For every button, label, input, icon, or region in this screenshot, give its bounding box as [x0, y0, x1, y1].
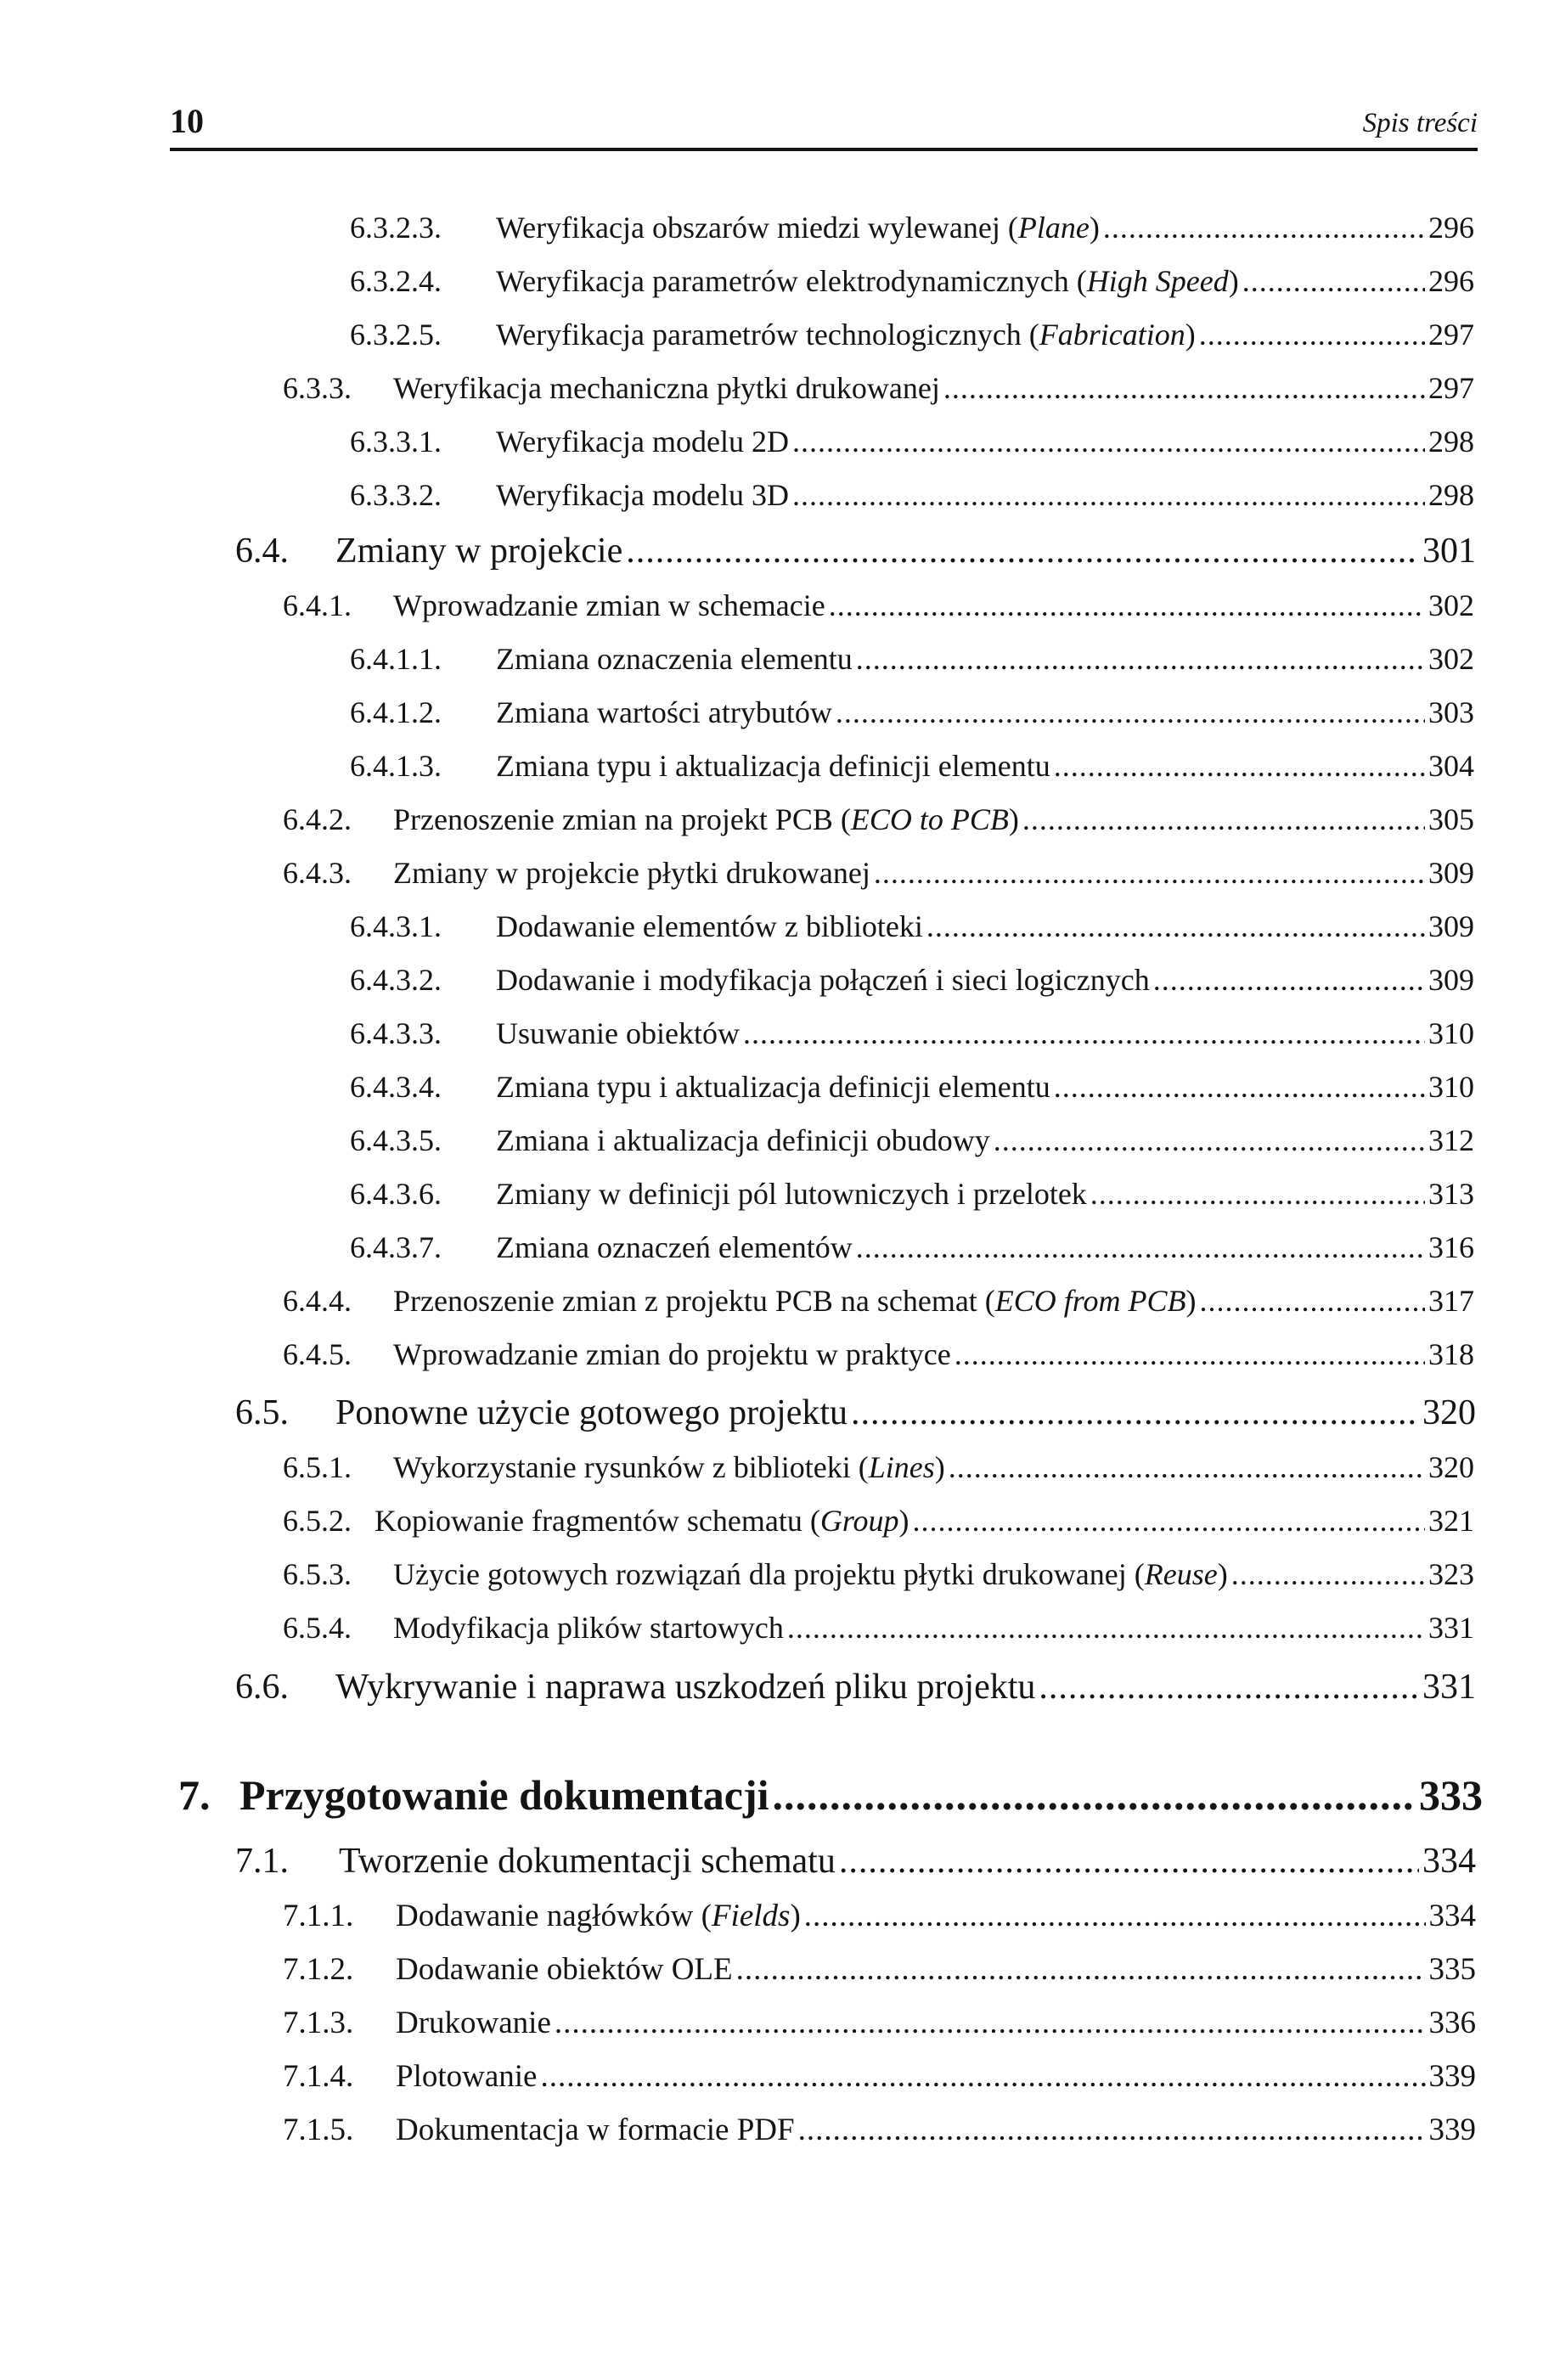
entry-page: 304 — [1428, 749, 1474, 783]
entry-number: 6.5.3. — [283, 1557, 352, 1591]
toc-entry — [283, 370, 1474, 414]
entry-title: Zmiany w projekcie płytki drukowanej — [393, 856, 870, 890]
toc-entry — [283, 2058, 1476, 2102]
entry-number: 6.4.1. — [283, 588, 352, 622]
entry-title: Zmiana i aktualizacja definicji obudowy — [496, 1123, 990, 1157]
toc-entry — [350, 317, 1474, 361]
toc-entry — [350, 1176, 1474, 1220]
entry-page: 301 — [1422, 532, 1476, 571]
toc-entry — [283, 1283, 1474, 1327]
dot-leader — [874, 855, 1425, 891]
dot-leader — [926, 909, 1425, 944]
entry-title: Zmiana wartości atrybutów — [496, 695, 832, 729]
entry-number: 7.1.5. — [283, 2113, 354, 2147]
dot-leader — [736, 1951, 1426, 1988]
toc-entry — [283, 1449, 1474, 1494]
entry-title: Tworzenie dokumentacji schematu — [339, 1842, 836, 1881]
toc-entry-chapter — [178, 1770, 1483, 1825]
dot-leader — [1090, 1176, 1425, 1212]
entry-page: 297 — [1428, 318, 1474, 352]
entry-number: 6.5. — [235, 1393, 289, 1432]
entry-page: 298 — [1428, 425, 1474, 459]
toc-entry — [350, 909, 1474, 953]
entry-number: 6.4.3.1. — [350, 909, 442, 943]
toc-entry — [283, 2112, 1476, 2156]
dot-leader — [994, 1122, 1425, 1158]
entry-title: Usuwanie obiektów — [496, 1016, 740, 1050]
toc-entry — [283, 1951, 1476, 1995]
dot-leader — [1103, 210, 1425, 245]
entry-title: Zmiana oznaczeń elementów — [496, 1230, 853, 1264]
dot-leader — [1199, 1283, 1425, 1319]
entry-page: 320 — [1428, 1450, 1474, 1484]
toc-entry — [350, 1069, 1474, 1113]
dot-leader — [798, 2112, 1426, 2148]
entry-title: Dodawanie nagłówków (Fields) — [396, 1899, 801, 1933]
entry-page: 297 — [1428, 371, 1474, 405]
toc-entry — [235, 531, 1476, 580]
entry-number: 6.4.4. — [283, 1284, 352, 1318]
toc-entry — [235, 1841, 1476, 1890]
entry-page: 334 — [1428, 1899, 1476, 1933]
dot-leader — [856, 1229, 1425, 1265]
entry-number: 7.1.1. — [283, 1899, 354, 1933]
entry-page: 296 — [1428, 264, 1474, 298]
entry-title: Dodawanie i modyfikacja połączeń i sieci logicznych — [496, 963, 1150, 997]
entry-page: 298 — [1428, 478, 1474, 512]
entry-number: 6.4.5. — [283, 1337, 352, 1371]
toc-entry — [283, 1503, 1474, 1547]
entry-page: 309 — [1428, 963, 1474, 997]
entry-number: 6.5.2. — [283, 1504, 352, 1538]
toc-entry — [350, 641, 1474, 685]
toc-entry — [283, 855, 1474, 899]
entry-title: Weryfikacja modelu 2D — [496, 425, 789, 459]
entry-title: Plotowanie — [396, 2059, 538, 2094]
entry-page: 312 — [1428, 1123, 1474, 1157]
entry-page: 339 — [1428, 2113, 1476, 2147]
entry-number: 6.4.3.2. — [350, 963, 442, 997]
entry-page: 313 — [1428, 1177, 1474, 1211]
entry-number: 6.3.3.1. — [350, 425, 442, 459]
toc-entry — [350, 695, 1474, 739]
toc-entry — [235, 1393, 1476, 1442]
toc-entry — [350, 1016, 1474, 1060]
dot-leader — [792, 477, 1425, 513]
toc-entry — [283, 1556, 1474, 1601]
entry-title: Wykrywanie i naprawa uszkodzeń pliku projektu — [335, 1668, 1036, 1707]
toc-entry — [350, 263, 1474, 307]
dot-leader — [836, 695, 1425, 730]
entry-page: 333 — [1419, 1771, 1483, 1819]
entry-number: 6.4.3. — [283, 856, 352, 890]
entry-page: 323 — [1428, 1557, 1474, 1591]
entry-title: Dokumentacja w formacie PDF — [396, 2113, 795, 2147]
toc-entry — [350, 477, 1474, 521]
dot-leader — [913, 1503, 1425, 1539]
dot-leader — [540, 2058, 1425, 2095]
dot-leader — [943, 370, 1425, 406]
entry-page: 318 — [1428, 1337, 1474, 1371]
entry-number: 7.1.3. — [283, 2006, 354, 2040]
entry-number: 6.4. — [235, 532, 289, 571]
toc-entry — [350, 962, 1474, 1006]
entry-number: 6.3.3. — [283, 371, 352, 405]
entry-number: 6.6. — [235, 1668, 289, 1707]
toc-entry — [283, 588, 1474, 632]
dot-leader — [787, 1610, 1425, 1646]
toc-entry — [283, 1336, 1474, 1381]
entry-title: Weryfikacja parametrów technologicznych (Fabrication) — [496, 318, 1196, 352]
entry-page: 302 — [1428, 642, 1474, 676]
entry-page: 334 — [1422, 1842, 1476, 1881]
entry-number: 7.1.4. — [283, 2059, 354, 2094]
entry-number: 6.4.1.3. — [350, 749, 442, 783]
entry-number: 6.4.3.5. — [350, 1123, 442, 1157]
dot-leader — [773, 1770, 1416, 1820]
toc-entry — [350, 424, 1474, 468]
dot-leader — [1153, 962, 1425, 998]
entry-number: 6.5.1. — [283, 1450, 352, 1484]
entry-title: Zmiany w projekcie — [335, 532, 623, 571]
entry-title: Zmiany w definicji pól lutowniczych i przelotek — [496, 1177, 1087, 1211]
toc-entry — [350, 1122, 1474, 1167]
entry-title: Wprowadzanie zmian w schemacie — [393, 588, 825, 622]
dot-leader — [555, 2005, 1426, 2041]
entry-number: 6.4.3.3. — [350, 1016, 442, 1050]
entry-title: Przenoszenie zmian na projekt PCB (ECO to PCB) — [393, 802, 1019, 836]
entry-page: 296 — [1428, 211, 1474, 245]
entry-page: 331 — [1428, 1611, 1474, 1645]
entry-page: 316 — [1428, 1230, 1474, 1264]
entry-title: Ponowne użycie gotowego projektu — [335, 1393, 848, 1432]
dot-leader — [955, 1336, 1425, 1372]
entry-page: 303 — [1428, 695, 1474, 729]
toc-entry — [283, 1898, 1476, 1942]
dot-leader — [1242, 263, 1425, 299]
entry-title: Przenoszenie zmian z projektu PCB na schemat (ECO from PCB) — [393, 1284, 1197, 1318]
toc-entry — [283, 802, 1474, 846]
dot-leader — [1022, 802, 1425, 837]
dot-leader — [1039, 1667, 1419, 1708]
page-number: 10 — [170, 102, 204, 140]
entry-number: 6.5.4. — [283, 1611, 352, 1645]
entry-title: Drukowanie — [396, 2006, 551, 2040]
entry-title: Weryfikacja modelu 3D — [496, 478, 789, 512]
entry-page: 320 — [1422, 1393, 1476, 1432]
dot-leader — [792, 424, 1425, 459]
entry-title: Przygotowanie dokumentacji — [239, 1771, 769, 1819]
entry-title: Wprowadzanie zmian do projektu w praktyce — [393, 1337, 951, 1371]
dot-leader — [626, 531, 1419, 571]
entry-page: 335 — [1428, 1952, 1476, 1987]
entry-number: 6.3.2.3. — [350, 211, 442, 245]
dot-leader — [829, 588, 1425, 623]
dot-leader — [743, 1016, 1425, 1051]
entry-title: Dodawanie obiektów OLE — [396, 1952, 733, 1987]
entry-title: Wykorzystanie rysunków z biblioteki (Lines) — [393, 1450, 945, 1484]
entry-page: 310 — [1428, 1016, 1474, 1050]
toc-entry — [283, 2005, 1476, 2049]
dot-leader — [1199, 317, 1425, 352]
entry-page: 331 — [1422, 1668, 1476, 1707]
entry-title: Kopiowanie fragmentów schematu (Group) — [374, 1504, 909, 1538]
entry-number: 7. — [178, 1771, 211, 1819]
dot-leader — [1054, 748, 1425, 784]
toc-entry — [350, 748, 1474, 792]
entry-number: 6.3.3.2. — [350, 478, 442, 512]
entry-number: 6.3.2.4. — [350, 264, 442, 298]
entry-title: Zmiana oznaczenia elementu — [496, 642, 853, 676]
entry-page: 317 — [1428, 1284, 1474, 1318]
dot-leader — [1231, 1556, 1425, 1592]
dot-leader — [949, 1449, 1425, 1485]
entry-title: Modyfikacja plików startowych — [393, 1611, 784, 1645]
dot-leader — [804, 1898, 1426, 1934]
entry-number: 6.4.3.7. — [350, 1230, 442, 1264]
toc-entry — [350, 1229, 1474, 1274]
entry-page: 305 — [1428, 802, 1474, 836]
entry-title: Weryfikacja mechaniczna płytki drukowanej — [393, 371, 940, 405]
entry-number: 6.4.3.4. — [350, 1070, 442, 1104]
entry-number: 6.3.2.5. — [350, 318, 442, 352]
entry-number: 7.1.2. — [283, 1952, 354, 1987]
running-title: Spis treści — [1362, 108, 1478, 138]
entry-page: 321 — [1428, 1504, 1474, 1538]
entry-title: Weryfikacja obszarów miedzi wylewanej (Plane) — [496, 211, 1100, 245]
entry-number: 6.4.2. — [283, 802, 352, 836]
entry-title: Dodawanie elementów z biblioteki — [496, 909, 923, 943]
entry-title: Weryfikacja parametrów elektrodynamicznych (High Speed) — [496, 264, 1239, 298]
toc-entry — [283, 1610, 1474, 1654]
entry-page: 310 — [1428, 1070, 1474, 1104]
dot-leader — [839, 1841, 1419, 1882]
entry-page: 309 — [1428, 856, 1474, 890]
dot-leader — [1054, 1069, 1425, 1105]
toc-entry — [350, 210, 1474, 254]
entry-number: 6.4.1.1. — [350, 642, 442, 676]
entry-page: 336 — [1428, 2006, 1476, 2040]
entry-title: Zmiana typu i aktualizacja definicji elementu — [496, 749, 1050, 783]
entry-page: 309 — [1428, 909, 1474, 943]
entry-page: 339 — [1428, 2059, 1476, 2094]
dot-leader — [856, 641, 1425, 677]
entry-number: 6.4.1.2. — [350, 695, 442, 729]
entry-number: 7.1. — [235, 1842, 289, 1881]
entry-title: Użycie gotowych rozwiązań dla projektu płytki drukowanej (Reuse) — [393, 1557, 1228, 1591]
entry-title: Zmiana typu i aktualizacja definicji elementu — [496, 1070, 1050, 1104]
dot-leader — [851, 1393, 1419, 1433]
toc-entry — [235, 1667, 1476, 1716]
entry-number: 6.4.3.6. — [350, 1177, 442, 1211]
entry-page: 302 — [1428, 588, 1474, 622]
